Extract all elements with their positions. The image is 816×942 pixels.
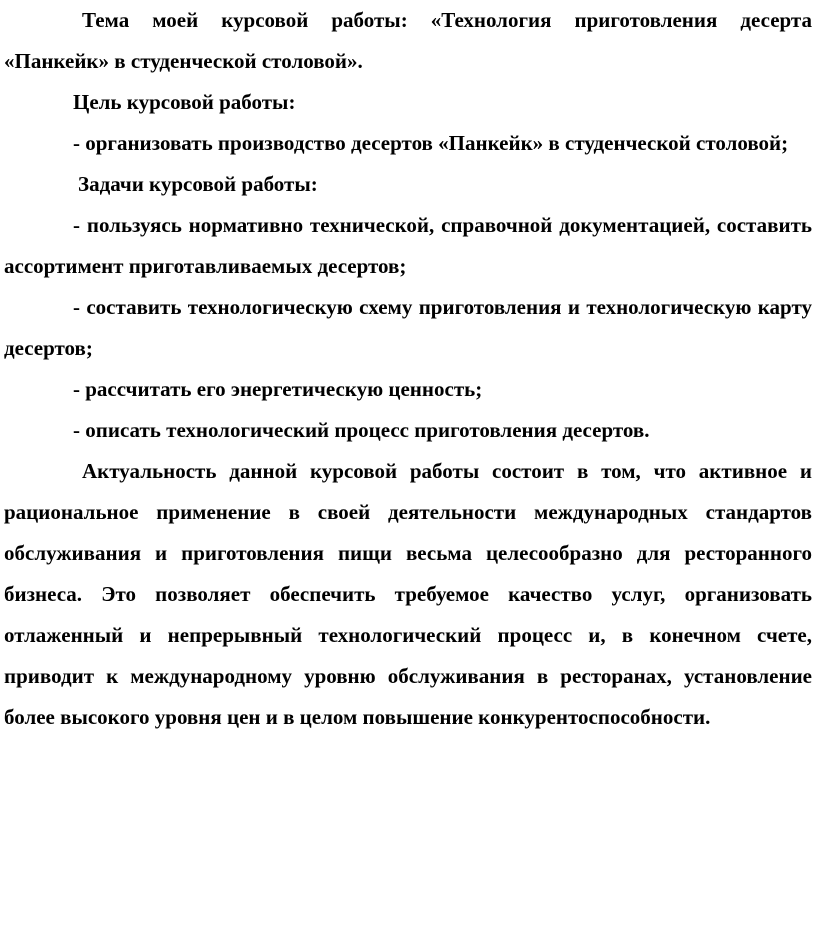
task-item: - пользуясь нормативно технической, справочной документацией, составить ассортимент приготавливаемых десертов;: [4, 213, 812, 278]
topic-paragraph: Тема моей курсовой работы: «Технология приготовления десерта «Панкейк» в студенческой столовой».: [4, 8, 812, 73]
goal-heading: Цель курсовой работы:: [73, 90, 296, 114]
relevance-paragraph: Актуальность данной курсовой работы состоит в том, что активное и рациональное применение в своей деятельности международных стандартов обслуживания и приготовления пищи весьма целесообразно для ресторанного бизнеса. Это позволяет обеспечить требуемое качество услуг, организовать отлаженный и непрерывный технологический процесс и, в конечном счете, приводит к международному уровню обслуживания в ресторанах, установление более высокого уровня цен и в целом повышение конкурентоспособности.: [4, 459, 812, 729]
goal-item: - организовать производство десертов «Панкейк» в студенческой столовой;: [73, 131, 789, 155]
task-item: - составить технологическую схему приготовления и технологическую карту десертов;: [4, 295, 812, 360]
task-item: - описать технологический процесс приготовления десертов.: [73, 418, 650, 442]
document-body: [4, 0, 812, 738]
task-item: - рассчитать его энергетическую ценность;: [73, 377, 483, 401]
tasks-heading: Задачи курсовой работы:: [78, 172, 318, 196]
